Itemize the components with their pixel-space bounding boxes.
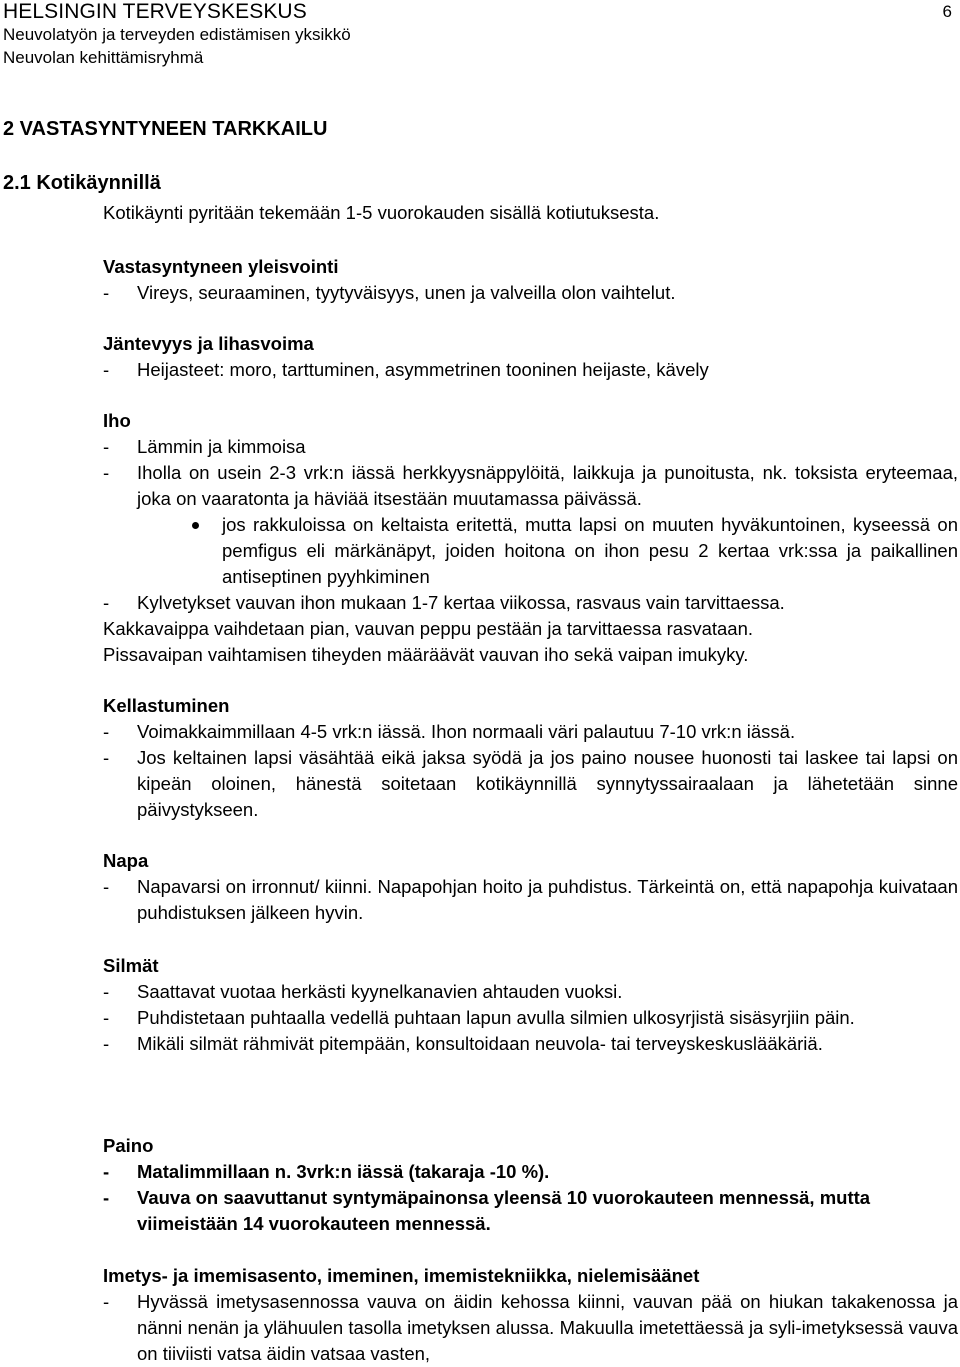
section-title: 2.1 Kotikäynnillä [3,172,161,194]
yleisvointi-block [103,254,958,306]
paino-item-2: - Vauva on saavuttanut syntymäpainonsa yleensä 10 vuorokauteen mennessä, mutta viimeistään 14 vuorokauteen mennessä. [103,1185,958,1237]
silmat-item-3: - Mikäli silmät rähmivät pitempään, konsultoidaan neuvola- tai terveyskeskuslääkäriä. [103,1031,958,1057]
header-organization: HELSINGIN TERVEYSKESKUS [3,0,307,23]
section-intro-block [103,200,958,226]
kellastuminen-item-1: - Voimakkaimmillaan 4-5 vrk:n iässä. Ihon normaali väri palautuu 7-10 vrk:n iässä. [103,719,958,745]
imetys-item-1: - Hyvässä imetysasennossa vauva on äidin kehossa kiinni, vauvan pää on hiukan takakenossa ja nänni nenän ja ylähuulen tasolla imetyksen alussa. Makuulla imetettäessä ja syli-imetyksessä vauva on tiiviisti vatsa äidin vatsaa vasten, [103,1289,958,1367]
header-unit: Neuvolatyön ja terveyden edistämisen yksikkö [3,25,351,44]
napa-block [103,848,958,926]
iho-title: Iho [103,410,131,431]
iho-item-1: - Lämmin ja kimmoisa [103,434,958,460]
yleisvointi-title: Vastasyntyneen yleisvointi [103,256,339,277]
silmat-block [103,953,958,1057]
napa-item-1: - Napavarsi on irronnut/ kiinni. Napapohjan hoito ja puhdistus. Tärkeintä on, että napapohja kuivataan puhdistuksen jälkeen hyvin. [103,874,958,926]
iho-text-2: Pissavaipan vaihtamisen tiheyden määräävät vauvan iho sekä vaipan imukyky. [103,644,749,665]
iho-bullet-text: jos rakkuloissa on keltaista eritettä, mutta lapsi on muuten hyväkuntoinen, kyseessä on pemfigus eli märkänäpyt, joiden hoitona on ihon pesu 2 kertaa vrk:ssa ja paikallinen antiseptinen pyyhkiminen [222,514,958,587]
chapter-title: 2 VASTASYNTYNEEN TARKKAILU [3,118,328,140]
iho-text-1: Kakkavaippa vaihdetaan pian, vauvan peppu pestään ja tarvittaessa rasvataan. [103,618,754,639]
imetys-title: Imetys- ja imemisasento, imeminen, imemistekniikka, nielemisäänet [103,1265,700,1286]
jantevyys-item: - Heijasteet: moro, tarttuminen, asymmetrinen tooninen heijaste, kävely [103,357,958,383]
paino-title: Paino [103,1135,154,1156]
iho-bullet [0,512,958,590]
kellastuminen-item-2: - Jos keltainen lapsi väsähtää eikä jaksa syödä ja jos paino nousee huonosti tai laskee tai lapsi on kipeän oloinen, hänestä soitetaan kotikäynnillä synnytyssairaalaan ja lähetetään sinne päivystykseen. [103,745,958,823]
jantevyys-title: Jäntevyys ja lihasvoima [103,333,314,354]
iho-item-2: - Iholla on usein 2-3 vrk:n iässä herkkyysnäppylöitä, laikkuja ja punoitusta, nk. toksista eryteemaa, joka on vaaratonta ja häviää itsestään muutamassa päivässä. [103,462,958,509]
jantevyys-block [103,331,958,383]
imetys-block [103,1263,958,1367]
iho-block [103,408,958,668]
silmat-item-1: - Saattavat vuotaa herkästi kyynelkanavien ahtauden vuoksi. [103,979,958,1005]
kellastuminen-title: Kellastuminen [103,695,230,716]
paino-item-1: - Matalimmillaan n. 3vrk:n iässä (takaraja -10 %). [103,1159,958,1185]
silmat-item-2: - Puhdistetaan puhtaalla vedellä puhtaan lapun avulla silmien ulkosyrjistä sisäsyrjiin päin. [103,1005,958,1031]
kellastuminen-block [103,693,958,823]
header-group: Neuvolan kehittämisryhmä [3,48,204,67]
page-number: 6 [942,2,952,21]
paino-block [103,1133,958,1237]
section-intro: Kotikäynti pyritään tekemään 1-5 vuorokauden sisällä kotiutuksesta. [103,202,660,223]
napa-title: Napa [103,850,149,871]
bullet-dot-icon [192,522,199,529]
silmat-title: Silmät [103,955,159,976]
yleisvointi-item: - Vireys, seuraaminen, tyytyväisyys, unen ja valveilla olon vaihtelut. [103,280,958,306]
iho-item-3: - Kylvetykset vauvan ihon mukaan 1-7 kertaa viikossa, rasvaus vain tarvittaessa. [103,590,958,616]
